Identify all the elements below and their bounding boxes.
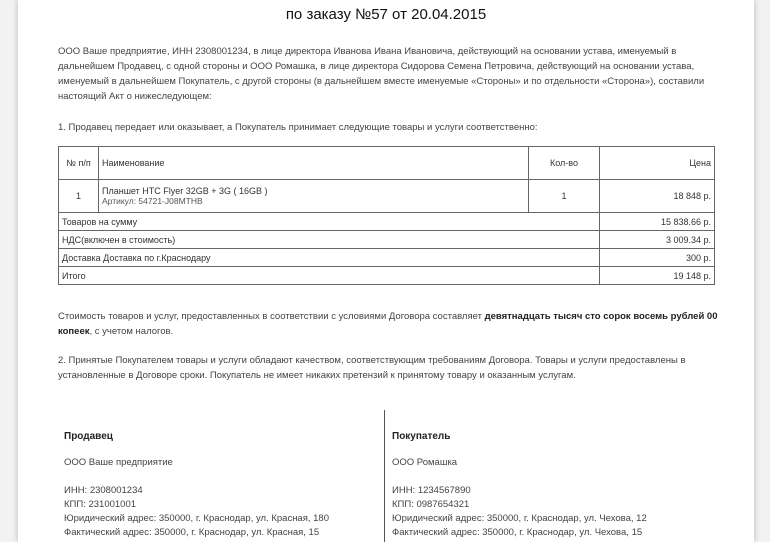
buyer-legal-address: Юридический адрес: 350000, г. Краснодар, ул. Чехова, 12 <box>392 513 647 524</box>
document-page <box>18 0 754 542</box>
buyer-inn: ИНН: 1234567890 <box>392 485 471 496</box>
table-row <box>59 180 715 213</box>
summary-row <box>59 213 715 231</box>
seller-kpp: КПП: 231001001 <box>64 499 137 510</box>
cost-text-a: Стоимость товаров и услуг, предоставленных в соответствии с условиями Договора составляет <box>58 311 485 322</box>
clause-1: 1. Продавец передает или оказывает, а Покупатель принимает следующие товары и услуги соответственно: <box>58 122 538 133</box>
seller-org: ООО Ваше предприятие <box>64 457 173 468</box>
header-name: Наименование <box>99 147 529 180</box>
cost-amount-words: девятнадцать тысяч сто сорок восемь рублей 00 копеек <box>58 311 718 337</box>
buyer-heading: Покупатель <box>392 431 451 442</box>
buyer-org: ООО Ромашка <box>392 457 458 468</box>
buyer-block <box>392 430 732 540</box>
item-price: 18 848 р. <box>600 180 715 213</box>
item-article: Артикул: 54721-J08MTHB <box>102 196 203 206</box>
cost-text-b: , с учетом налогов. <box>89 326 174 337</box>
total-value: 19 148 р. <box>600 267 715 285</box>
summary-value: 300 р. <box>600 249 715 267</box>
summary-row <box>59 231 715 249</box>
summary-value: 3 009.34 р. <box>600 231 715 249</box>
summary-label: НДС(включен в стоимость) <box>59 231 600 249</box>
item-name: Планшет HTC Flyer 32GB + 3G ( 16GB ) <box>102 186 268 196</box>
table-header-row <box>59 147 715 180</box>
header-price: Цена <box>600 147 715 180</box>
seller-actual-address: Фактический адрес: 350000, г. Краснодар, ул. Красная, 15 <box>64 527 320 538</box>
item-name-cell <box>99 180 529 213</box>
clause-2: 2. Принятые Покупателем товары и услуги обладают качеством, соответствующим требованиям Договора. Товары и услуги предоставлены в установленные в Договоре сроки. Покупатель не имеет никаких претензий к принятому товару и оказанным услугам. <box>58 355 686 381</box>
seller-heading: Продавец <box>64 431 113 442</box>
intro-paragraph: ООО Ваше предприятие, ИНН 2308001234, в лице директора Иванова Ивана Ивановича, действующий на основании устава, именуемый в дальнейшем Продавец, с одной стороны и ООО Ромашка, в лице директора Сидорова Семена Петровича, действующий на основании устава, именуемый в дальнейшем Покупатель, с другой стороны (в дальнейшем вместе именуемые «Стороны» и по отдельности «Сторона»), составили настоящий Акт о нижеследующем: <box>58 46 705 102</box>
signature-divider <box>384 410 385 542</box>
goods-table <box>58 146 715 285</box>
summary-value: 15 838.66 р. <box>600 213 715 231</box>
cost-paragraph <box>58 309 718 339</box>
item-num: 1 <box>59 180 99 213</box>
summary-label: Доставка Доставка по г.Краснодару <box>59 249 600 267</box>
total-label: Итого <box>59 267 600 285</box>
seller-block <box>64 430 374 540</box>
summary-row <box>59 249 715 267</box>
seller-inn: ИНН: 2308001234 <box>64 485 143 496</box>
document-title: по заказу №57 от 20.04.2015 <box>285 6 487 23</box>
header-qty: Кол-во <box>529 147 600 180</box>
buyer-kpp: КПП: 0987654321 <box>392 499 470 510</box>
seller-legal-address: Юридический адрес: 350000, г. Краснодар, ул. Красная, 180 <box>64 513 329 524</box>
total-row <box>59 267 715 285</box>
buyer-actual-address: Фактический адрес: 350000, г. Краснодар, ул. Чехова, 15 <box>392 527 643 538</box>
header-num: № п/п <box>59 147 99 180</box>
item-qty: 1 <box>529 180 600 213</box>
summary-label: Товаров на сумму <box>59 213 600 231</box>
